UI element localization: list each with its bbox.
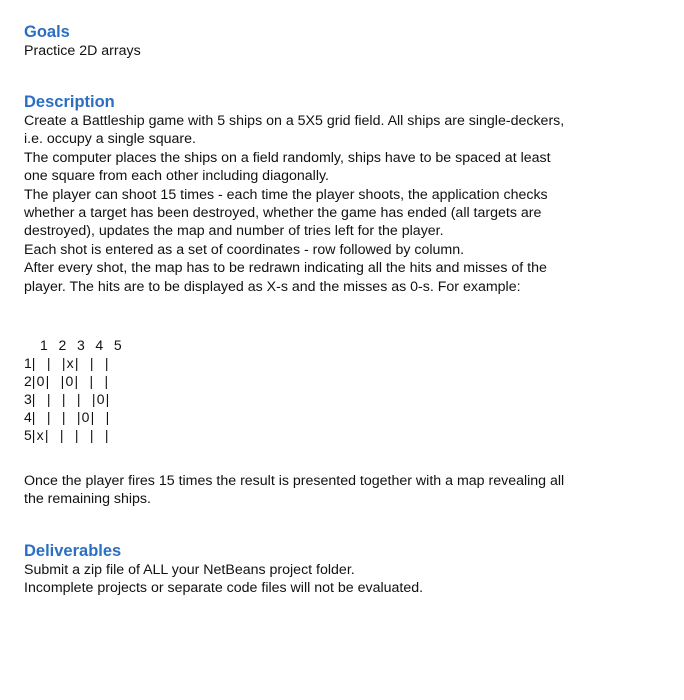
result-section <box>24 472 664 509</box>
description-line: Create a Battleship game with 5 ships on a 5X5 grid field. All ships are single-deckers, <box>24 113 565 129</box>
description-heading: Description <box>24 93 115 111</box>
deliverables-section <box>24 541 664 598</box>
description-line: i.e. occupy a single square. <box>24 131 196 148</box>
map-row-cells: | | | | |0| <box>31 391 111 407</box>
result-line: the remaining ships. <box>24 491 151 508</box>
example-map <box>24 336 224 444</box>
map-row-label: 4 <box>24 409 32 425</box>
result-text <box>24 472 664 509</box>
goals-text: Practice 2D arrays <box>24 43 141 59</box>
map-column-header: 1 2 3 4 5 <box>40 337 126 353</box>
map-row-cells: |0| |0| | | <box>31 373 110 389</box>
map-row <box>24 372 224 390</box>
description-line: player. The hits are to be displayed as X-s and the misses as 0-s. For example: <box>24 278 521 295</box>
map-row <box>24 426 224 444</box>
map-row-label: 2 <box>24 373 32 389</box>
description-text <box>24 112 664 296</box>
description-line: one square from each other including diagonally. <box>24 168 329 185</box>
goals-heading: Goals <box>24 23 70 41</box>
deliverables-line: Submit a zip file of ALL your NetBeans project folder. <box>24 562 355 578</box>
goals-section <box>24 22 664 60</box>
map-row <box>24 408 224 426</box>
description-line: destroyed), updates the map and number of tries left for the player. <box>24 223 444 240</box>
map-row <box>24 354 224 372</box>
map-row-label: 3 <box>24 391 32 407</box>
description-line: The player can shoot 15 times - each time the player shoots, the application checks <box>24 186 548 203</box>
description-line: Each shot is entered as a set of coordinates - row followed by column. <box>24 241 465 258</box>
result-line: Once the player fires 15 times the result is presented together with a map revealing all <box>24 473 565 489</box>
deliverables-line: Incomplete projects or separate code files will not be evaluated. <box>24 580 424 597</box>
description-line: After every shot, the map has to be redrawn indicating all the hits and misses of the <box>24 260 547 277</box>
map-row-cells: |x| | | | | <box>31 427 110 443</box>
map-row-label: 1 <box>24 355 32 371</box>
description-line: whether a target has been destroyed, whether the game has ended (all targets are <box>24 205 542 222</box>
map-row-cells: | | |x| | | <box>31 355 110 371</box>
map-row-label: 5 <box>24 427 32 443</box>
description-line: The computer places the ships on a field randomly, ships have to be spaced at least <box>24 149 551 166</box>
map-row-cells: | | | |0| | <box>31 409 111 425</box>
description-section <box>24 92 664 296</box>
deliverables-text <box>24 561 664 598</box>
map-row <box>24 390 224 408</box>
deliverables-heading: Deliverables <box>24 542 122 560</box>
